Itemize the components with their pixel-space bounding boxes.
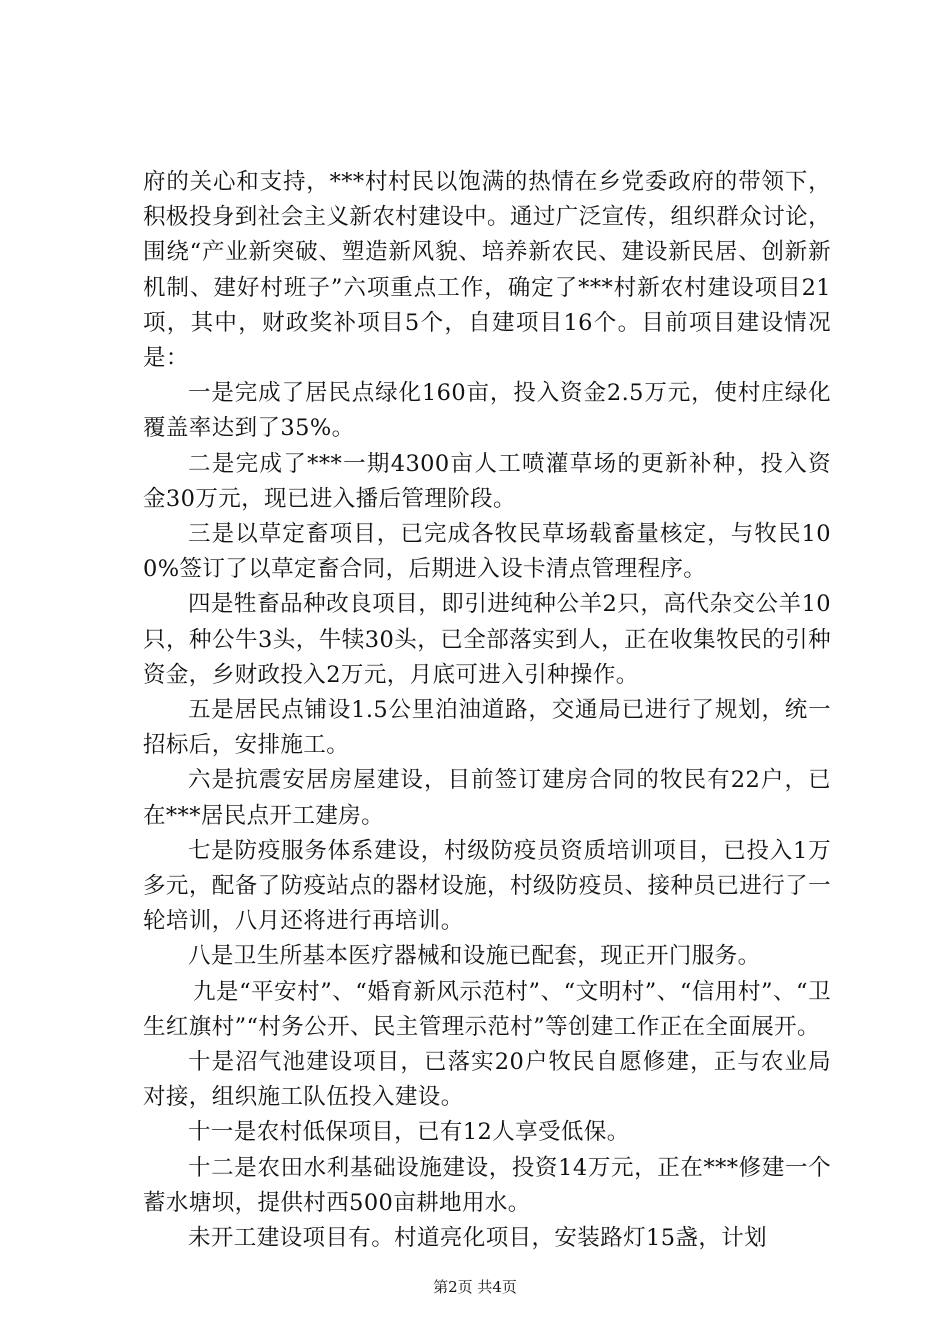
- paragraph: 四是牲畜品种改良项目，即引进纯种公羊2只，高代杂交公羊10只，种公牛3头，牛犊30头，已全部落实到人，正在收集牧民的引种资金，乡财政投入2万元，月底可进入引种操作。: [143, 591, 831, 688]
- paragraph: 未开工建设项目有。村道亮化项目，安装路灯15盏，计划: [188, 1225, 768, 1252]
- paragraph: 五是居民点铺设1.5公里泊油道路，交通局已进行了规划，统一招标后，安排施工。: [143, 697, 831, 759]
- paragraph: 六是抗震安居房屋建设，目前签订建房合同的牧民有22户，已在***居民点开工建房。: [143, 767, 831, 829]
- page-footer: 第2页 共4页: [433, 1278, 517, 1296]
- paragraph: 十是沼气池建设项目，已落实20户牧民自愿修建，正与农业局对接，组织施工队伍投入建设。: [143, 1049, 831, 1111]
- paragraph: 一是完成了居民点绿化160亩，投入资金2.5万元，使村庄绿化覆盖率达到了35%。: [143, 380, 831, 442]
- paragraph: 九是“平安村”、“婚育新风示范村”、“文明村”、“信用村”、“卫生红旗村”“村务公开、民主管理示范村”等创建工作正在全面展开。: [143, 978, 831, 1040]
- paragraph: 十一是农村低保项目，已有12人享受低保。: [188, 1119, 630, 1146]
- paragraph: 二是完成了***一期4300亩人工喷灌草场的更新补种，投入资金30万元，现已进入播后管理阶段。: [143, 450, 831, 512]
- paragraph: 府的关心和支持，***村村民以饱满的热情在乡党委政府的带领下，积极投身到社会主义新农村建设中。通过广泛宣传，组织群众讨论，围绕“产业新突破、塑造新风貌、培养新农民、建设新民居、创新新机制、建好村班子”六项重点工作，确定了***村新农村建设项目21项，其中，财政奖补项目5个，自建项目16个。目前项目建设情况是：: [143, 169, 831, 372]
- paragraph: 三是以草定畜项目，已完成各牧民草场载畜量核定，与牧民100%签订了以草定畜合同，后期进入设卡清点管理程序。: [143, 521, 831, 583]
- paragraph: 七是防疫服务体系建设，村级防疫员资质培训项目，已投入1万多元，配备了防疫站点的器材设施，村级防疫员、接种员已进行了一轮培训，八月还将进行再培训。: [143, 837, 831, 935]
- paragraph: 十二是农田水利基础设施建设，投资14万元，正在***修建一个蓄水塘坝，提供村西500亩耕地用水。: [143, 1154, 831, 1216]
- document-body: [143, 165, 831, 1256]
- paragraph: 八是卫生所基本医疗器械和设施已配套，现正开门服务。: [188, 943, 761, 970]
